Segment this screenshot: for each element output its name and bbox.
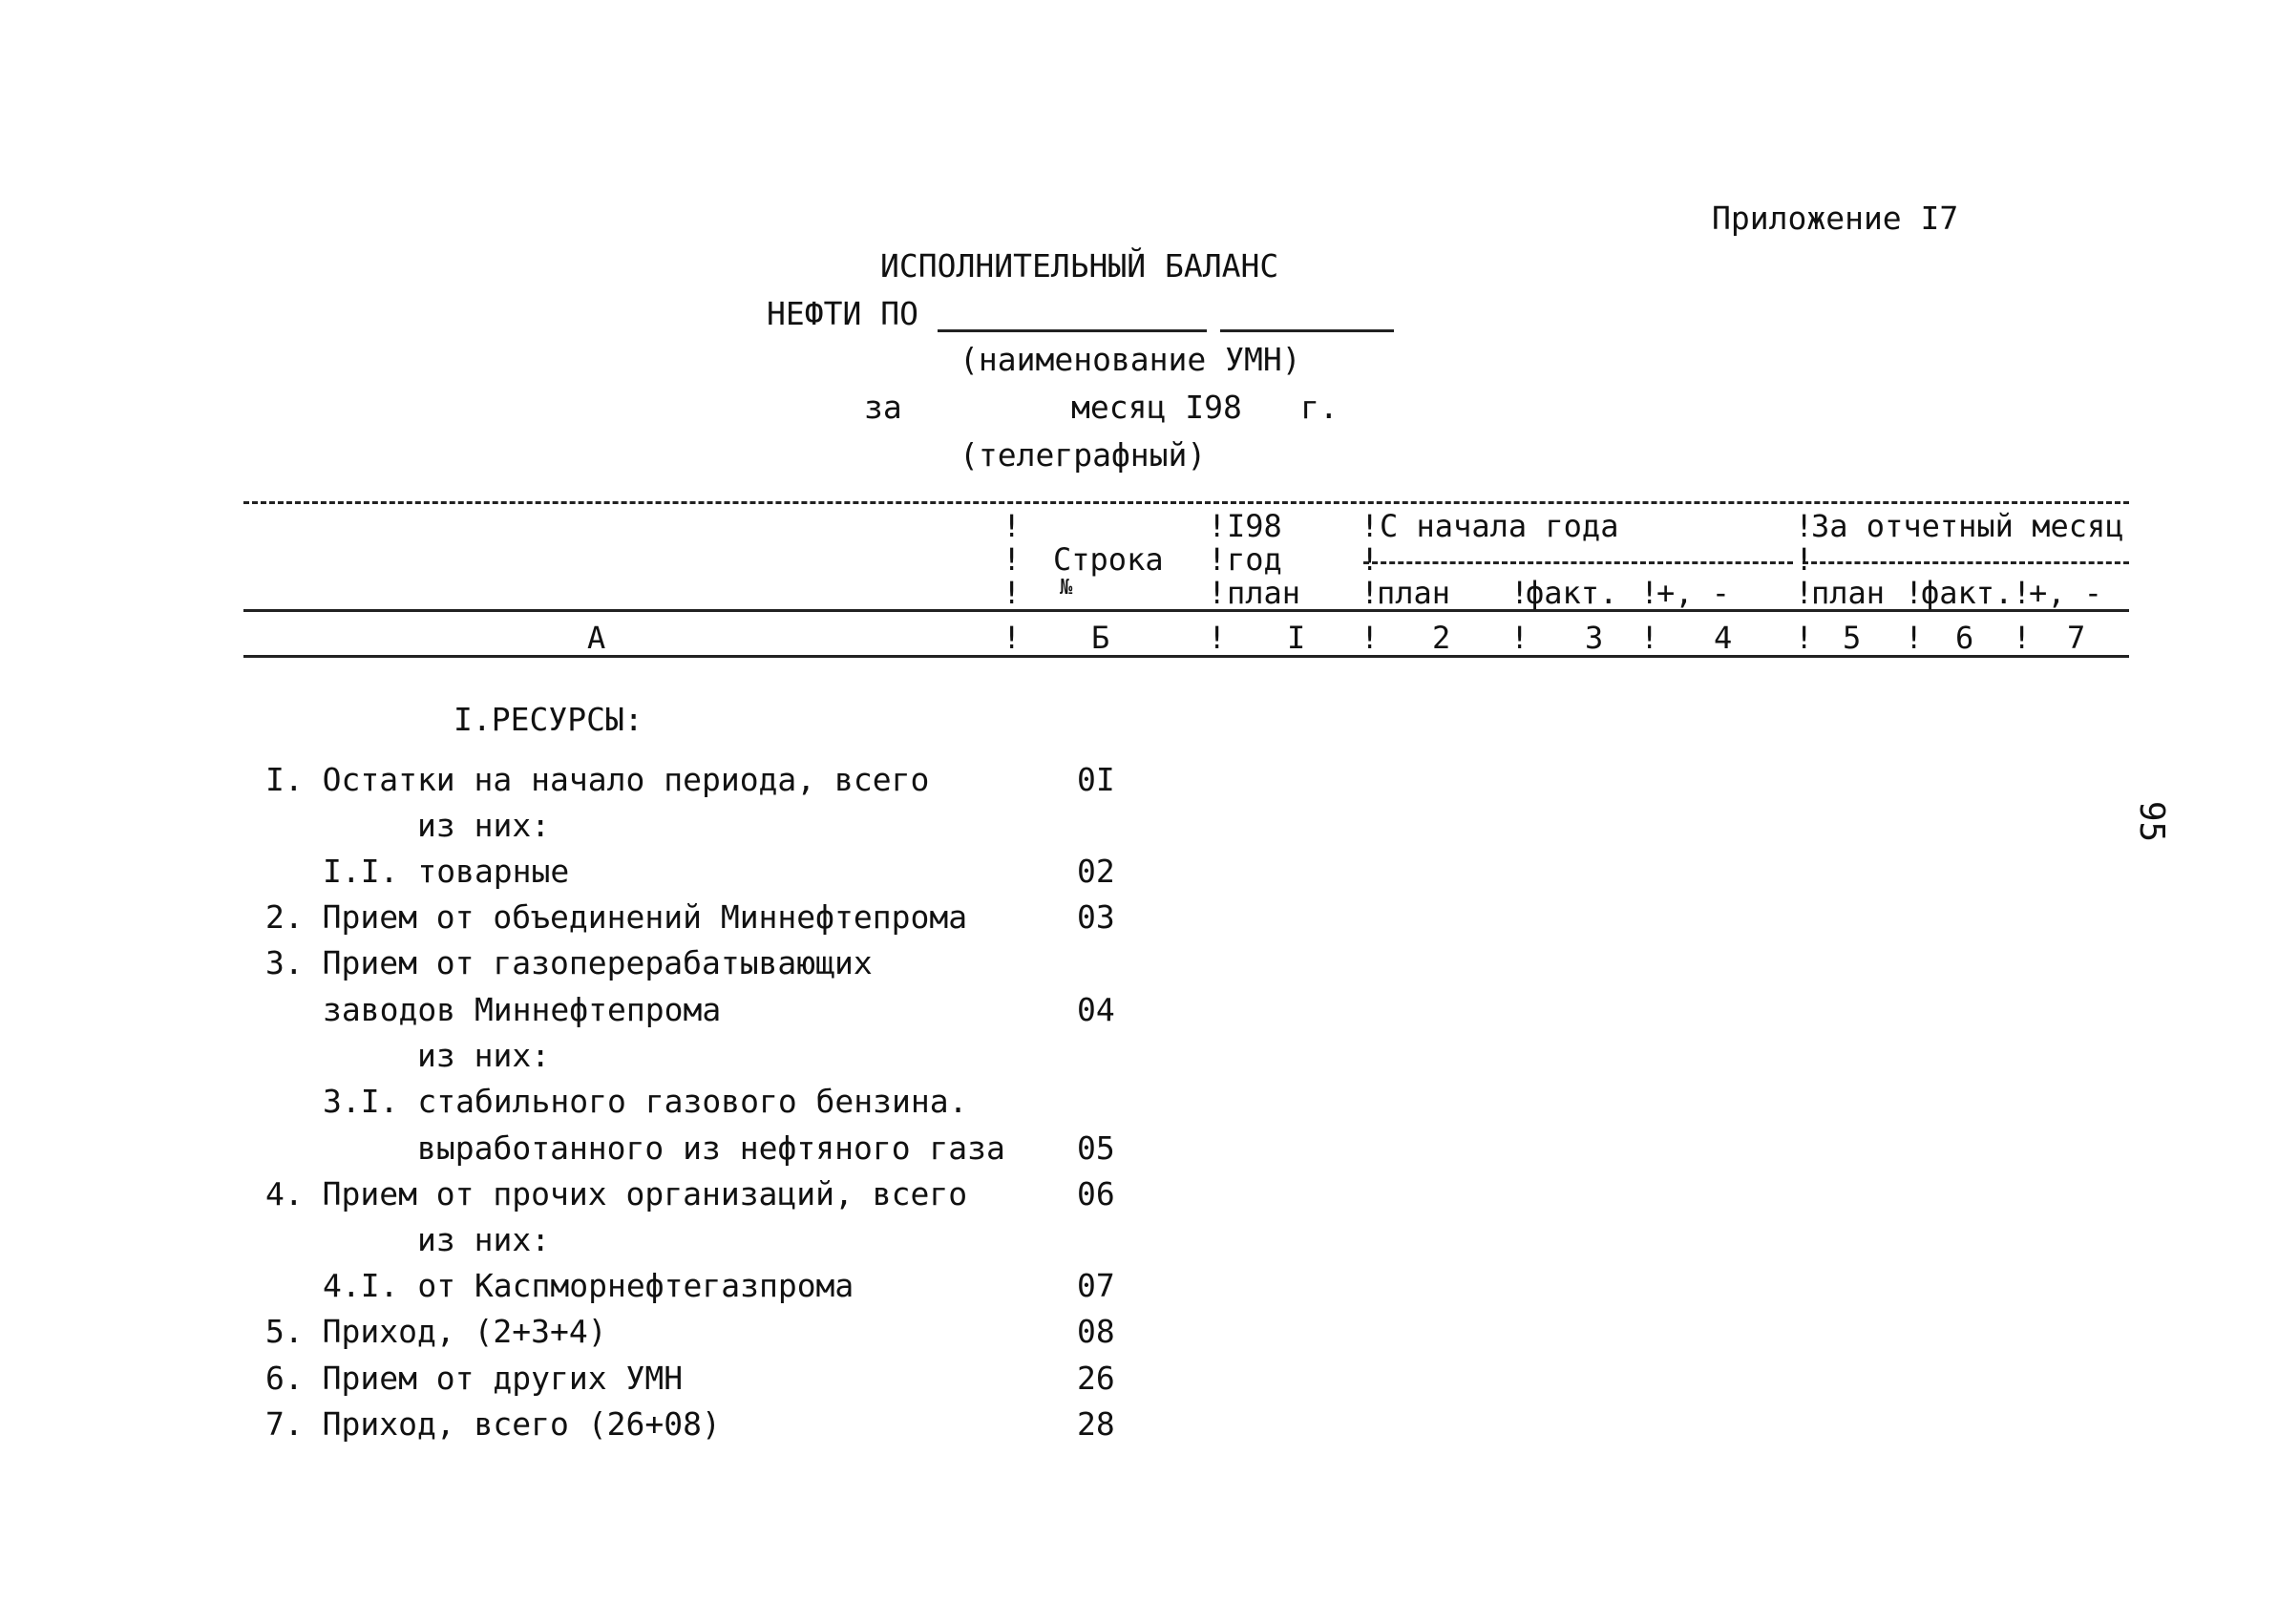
type-caption: (телеграфный) [960,436,1207,474]
group-month: За отчетный месяц [1811,508,2124,544]
row-code: 06 [1077,1175,1115,1213]
row-label: из них: [417,807,551,844]
doc-title: ИСПОЛНИТЕЛЬНЫЙ БАЛАНС [880,247,1279,285]
row-label: 6. Прием от других УМН [265,1360,684,1397]
col-index-2: 2 [1432,620,1451,656]
row-code: 26 [1077,1360,1115,1397]
period-prefix: за [864,389,902,426]
name-blank-line-2 [1220,329,1394,332]
row-code: 05 [1077,1129,1115,1167]
sub-diff-month: +, - [2029,575,2103,611]
sep-glyph: ! [1002,575,1022,611]
period-suffix: г. [1300,389,1339,426]
row-code: 03 [1077,898,1115,936]
sep-glyph: ! [1510,575,1529,611]
group-since-start: С начала года [1380,508,1619,544]
row-label: 4. Прием от прочих организаций, всего [265,1175,968,1213]
sep-glyph: ! [1002,620,1022,656]
row-code: 04 [1077,991,1115,1028]
sep-glyph: ! [1905,575,1924,611]
sep-glyph: ! [1795,575,1814,611]
sep-glyph: ! [2013,575,2032,611]
row-label: 2. Прием от объединений Миннефтепрома [265,898,968,936]
row-label: I.I. товарные [323,853,570,890]
sep-glyph: ! [1360,541,1380,578]
col-index-3: 3 [1585,620,1604,656]
col-index-5: 5 [1843,620,1862,656]
name-caption: (наименование УМН) [960,341,1301,378]
row-label: 7. Приход, всего (26+08) [265,1405,721,1443]
col-year-line1: I98 [1227,508,1282,544]
name-blank-line-1 [938,329,1207,332]
sep-glyph: ! [1360,620,1380,656]
row-label: 4.I. от Каспморнефтегазпрома [323,1267,854,1304]
col-index-1: I [1287,620,1306,656]
sep-glyph: ! [1208,508,1227,544]
sep-glyph: ! [1795,508,1814,544]
sep-glyph: ! [1360,508,1380,544]
sep-glyph: ! [1640,575,1659,611]
month-subrule [1803,561,2129,564]
row-code: 28 [1077,1405,1115,1443]
sep-glyph: ! [1002,541,1022,578]
col-index-b: Б [1091,620,1110,656]
row-code: 07 [1077,1267,1115,1304]
sub-plan: план [1377,575,1451,611]
sep-glyph: ! [1208,541,1227,578]
sep-glyph: ! [1208,620,1227,656]
page-number: 95 [2132,800,2172,843]
appendix-label: Приложение I7 [1712,200,1959,237]
sep-glyph: ! [1640,620,1659,656]
row-label: из них: [417,1037,551,1074]
col-year-line3: план [1227,575,1301,611]
row-label: I. Остатки на начало периода, всего [265,761,930,798]
sep-glyph: ! [1002,508,1022,544]
row-label: из них: [417,1221,551,1258]
col-index-4: 4 [1714,620,1733,656]
since-start-subrule [1363,561,1793,564]
period-text: месяц I98 [1071,389,1242,426]
sub-fact-month: факт. [1921,575,2014,611]
sep-glyph: ! [1510,620,1529,656]
sep-glyph: ! [2013,620,2032,656]
row-code: 0I [1077,761,1115,798]
sep-glyph: ! [1208,575,1227,611]
sub-fact: факт. [1526,575,1618,611]
sub-plan-month: план [1811,575,1886,611]
sep-glyph: ! [1905,620,1924,656]
col-stroka-label: Строка [1053,541,1164,578]
row-label: выработанного из нефтяного газа [417,1129,1005,1167]
col-index-a: А [587,620,606,656]
sub-diff: +, - [1656,575,1731,611]
table-top-rule [243,501,2129,504]
row-code: 02 [1077,853,1115,890]
col-stroka-no: № [1060,576,1073,600]
sep-glyph: ! [1360,575,1380,611]
doc-subtitle: НЕФТИ ПО [767,295,918,332]
row-label: заводов Миннефтепрома [323,991,722,1028]
row-label: 3. Прием от газоперерабатывающих [265,944,873,981]
sep-glyph: ! [1795,541,1814,578]
row-label: 3.I. стабильного газового бензина. [323,1083,968,1120]
row-code: 08 [1077,1313,1115,1350]
col-index-7: 7 [2067,620,2086,656]
sep-glyph: ! [1795,620,1814,656]
row-label: 5. Приход, (2+3+4) [265,1313,607,1350]
col-index-6: 6 [1955,620,1974,656]
col-year-line2: год [1227,541,1282,578]
section-title: I.РЕСУРСЫ: [453,701,643,738]
